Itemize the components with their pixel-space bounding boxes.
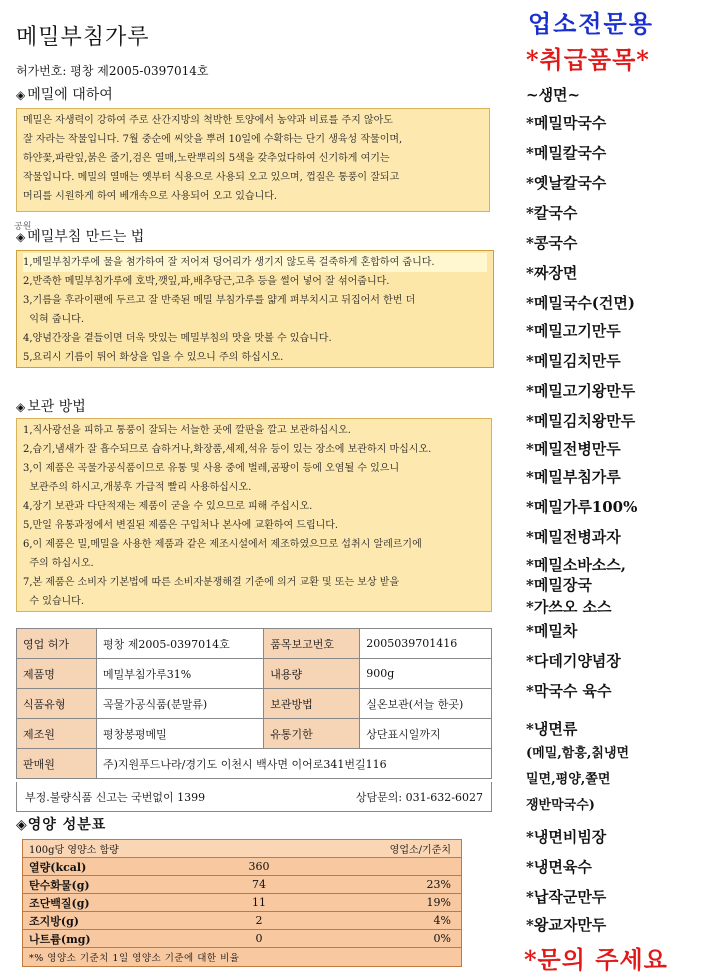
list-item: *가쓰오 소스 — [526, 598, 612, 616]
nutrition-title: ◈영양 성분표 — [16, 817, 107, 833]
section-about-title — [16, 84, 113, 104]
storage-line: 4,장기 보관과 다단적재는 제품이 굳을 수 있으므로 피해 주십시오. — [23, 501, 313, 512]
table-label: 내용량 — [264, 659, 360, 689]
table-row — [17, 659, 492, 689]
howto-line: 익혀 줍니다. — [23, 314, 85, 325]
nutrition-table — [22, 839, 462, 967]
diamond-marker-icon: ◈ — [16, 230, 26, 244]
product-info-table — [16, 628, 492, 779]
table-value: 상단표시일까지 — [360, 719, 492, 749]
nutrient-name: 조단백질(g) — [29, 896, 90, 910]
list-item: *메밀장국 — [526, 576, 592, 594]
nutrition-header: 100g당 영양소 함량 — [29, 845, 119, 856]
section-storage-title — [16, 396, 86, 416]
nutrient-name: 열량(kcal) — [29, 860, 87, 874]
about-line: 하얀꽃,파란잎,붉은 줄기,검은 열매,노란뿌리의 5색을 갖추었다하여 신기하게 여기는 — [23, 153, 390, 164]
howto-line: 3,기름을 후라이팬에 두르고 잘 반죽된 메밀 부침가루를 얇게 펴부치시고 뒤집어서 한번 더 — [23, 295, 416, 306]
table-value: 900g — [360, 659, 492, 689]
nutrient-percent: 19% — [426, 896, 451, 909]
storage-line: 7,본 제품은 소비자 기본법에 따른 소비자분쟁해결 기준에 의거 교환 및 또는 보상 받을 — [23, 577, 400, 588]
section-howto-label: 메밀부침 만드는 법 — [27, 229, 145, 245]
table-label: 제조원 — [17, 719, 97, 749]
storage-line: 수 있습니다. — [23, 596, 85, 607]
table-value: 2005039701416 — [360, 629, 492, 659]
list-item: *메밀전병만두 — [526, 440, 621, 458]
howto-box — [16, 250, 494, 368]
diamond-marker-icon: ◈ — [16, 400, 26, 414]
nutrient-percent: 23% — [426, 878, 451, 891]
nutrient-name: 조지방(g) — [29, 914, 79, 928]
about-line: 메밀은 자생력이 강하여 주로 산간지방의 척박한 토양에서 농약과 비료를 주지 않아도 — [23, 115, 393, 126]
table-row — [23, 930, 461, 948]
list-item: *옛날칼국수 — [526, 174, 607, 192]
table-row — [23, 948, 461, 966]
list-item: *메밀전병과자 — [526, 528, 621, 546]
nutrient-amount: 74 — [252, 878, 266, 891]
table-value: 주)지원푸드나라/경기도 이천시 백사면 이어로341번길116 — [97, 749, 492, 779]
table-row — [23, 912, 461, 930]
table-row — [17, 719, 492, 749]
list-item: *콩국수 — [526, 234, 578, 252]
list-item: *납작군만두 — [526, 888, 607, 906]
list-item: 밀면,평양,쫄면 — [526, 772, 611, 787]
list-item: (메밀,함흥,칡냉면 — [526, 746, 630, 761]
list-item: *막국수 육수 — [526, 682, 612, 700]
list-item: *메밀칼국수 — [526, 144, 607, 162]
panel-heading-items: *취급품목* — [526, 45, 650, 74]
list-item: *메밀소바소스, — [526, 556, 627, 574]
nutrition-header: 영업소/기준치 — [389, 845, 451, 856]
storage-line: 2,습기,냄새가 잘 흡수되므로 습하거나,화장품,세제,석유 등이 있는 장소에 보관하지 마십시오. — [23, 444, 432, 455]
table-value: 메밀부침가루31% — [97, 659, 264, 689]
table-label: 영업 허가 — [17, 629, 97, 659]
list-item: *짜장면 — [526, 264, 578, 282]
table-row — [17, 749, 492, 779]
list-item: *왕교자만두 — [526, 916, 607, 934]
table-row — [23, 858, 461, 876]
list-item: 쟁반막국수) — [526, 798, 595, 813]
nutrient-name: 나트륨(mg) — [29, 932, 91, 946]
list-item: *메밀막국수 — [526, 114, 607, 132]
table-value: 실온보관(서늘 한곳) — [360, 689, 492, 719]
howto-line: 4,양념간장을 곁들이면 더욱 맛있는 메밀부침의 맛을 맛볼 수 있습니다. — [23, 333, 332, 344]
about-box — [16, 108, 490, 212]
ghost-text: 공원 — [14, 222, 32, 232]
table-row — [23, 840, 461, 858]
list-item: *다데기양념장 — [526, 652, 621, 670]
table-label: 보관방법 — [264, 689, 360, 719]
list-item: *메밀김치만두 — [526, 352, 621, 370]
list-item: *냉면육수 — [526, 858, 592, 876]
list-item: *메밀고기만두 — [526, 322, 621, 340]
table-label: 유통기한 — [264, 719, 360, 749]
nutrient-amount: 2 — [255, 914, 263, 927]
list-item: *칼국수 — [526, 204, 578, 222]
list-item: *메밀부침가루 — [526, 468, 621, 486]
contact-prompt: *문의 주세요 — [524, 945, 668, 974]
table-label: 식품유형 — [17, 689, 97, 719]
list-item: *메밀차 — [526, 622, 578, 640]
report-line — [16, 782, 492, 812]
storage-box — [16, 418, 492, 612]
list-item: *메밀김치왕만두 — [526, 412, 636, 430]
storage-line: 1,직사광선을 피하고 통풍이 잘되는 서늘한 곳에 깔판을 깔고 보관하십시오. — [23, 425, 351, 436]
about-line: 머리를 시원하게 하여 베개속으로 사용되어 오고 있습니다. — [23, 191, 278, 202]
list-item: *냉면비빔장 — [526, 828, 607, 846]
product-list-panel — [498, 0, 720, 980]
diamond-marker-icon: ◈ — [16, 88, 26, 102]
list-item: *메밀국수(건면) — [526, 294, 635, 312]
table-value: 평창 제2005-0397014호 — [97, 629, 264, 659]
section-about-label: 메밀에 대하여 — [27, 87, 113, 103]
panel-heading-business: 업소전문용 — [528, 9, 654, 38]
table-label: 제품명 — [17, 659, 97, 689]
nutrient-name: 탄수화물(g) — [29, 878, 90, 892]
nutrition-footnote: *% 영양소 기준치 1일 영양소 기준에 대한 비율 — [29, 953, 240, 964]
storage-line: 5,만일 유통과정에서 변질된 제품은 구입처나 본사에 교환하여 드립니다. — [23, 520, 339, 531]
nutrient-percent: 4% — [433, 914, 451, 927]
storage-line: 보관주의 하시고,개봉후 가급적 빨리 사용하십시오. — [23, 482, 252, 493]
list-item: *냉면류 — [526, 720, 578, 738]
nutrient-amount: 360 — [248, 860, 270, 873]
table-row — [23, 894, 461, 912]
list-item: *메밀가루100% — [526, 498, 638, 516]
about-line: 작물입니다. 메밀의 열매는 옛부터 식용으로 사용되 오고 있으며, 껍질은 통풍이 잘되고 — [23, 172, 400, 183]
storage-line: 3,이 제품은 곡물가공식품이므로 유통 및 사용 중에 벌레,곰팡이 등에 오염될 수 있으니 — [23, 463, 400, 474]
table-label: 품목보고번호 — [264, 629, 360, 659]
section-storage-label: 보관 방법 — [27, 399, 86, 415]
howto-line: 2,반죽한 메밀부침가루에 호박,깻잎,파,배추당근,고추 등을 썰어 넣어 잘 섞어줍니다. — [23, 276, 390, 287]
product-title: 메밀부침가루 — [16, 25, 150, 50]
howto-line: 1,메밀부침가루에 물을 첨가하여 잘 저어져 덩어리가 생기지 않도록 걸죽하게 혼합하여 줍니다. — [23, 253, 487, 272]
section-howto-title — [16, 226, 144, 246]
nutrient-amount: 11 — [252, 896, 266, 909]
table-value: 평창봉평메밀 — [97, 719, 264, 749]
nutrient-amount: 0 — [255, 932, 263, 945]
howto-line: 5,요리시 기름이 튀어 화상을 입을 수 있으니 주의 하십시오. — [23, 352, 284, 363]
storage-line: 6,이 제품은 밀,메밀을 사용한 제품과 같은 제조시설에서 제조하였으므로 섭취시 알레르기에 — [23, 539, 422, 550]
list-item: *메밀고기왕만두 — [526, 382, 636, 400]
list-item: ~생면~ — [526, 86, 581, 104]
table-value: 곡물가공식품(분말류) — [97, 689, 264, 719]
storage-line: 주의 하십시오. — [23, 558, 94, 569]
table-row — [17, 689, 492, 719]
table-row — [23, 876, 461, 894]
table-label: 판매원 — [17, 749, 97, 779]
consult-phone: 상담문의: 031-632-6027 — [355, 790, 483, 804]
report-hotline: 부정.불량식품 신고는 국번없이 1399 — [25, 790, 206, 804]
about-line: 잘 자라는 작물입니다. 7월 중순에 씨앗을 뿌려 10일에 수확하는 단기 생육성 작물이며, — [23, 134, 403, 145]
permit-number: 허가번호: 평창 제2005-0397014호 — [16, 64, 209, 78]
table-row — [17, 629, 492, 659]
nutrient-percent: 0% — [433, 932, 451, 945]
